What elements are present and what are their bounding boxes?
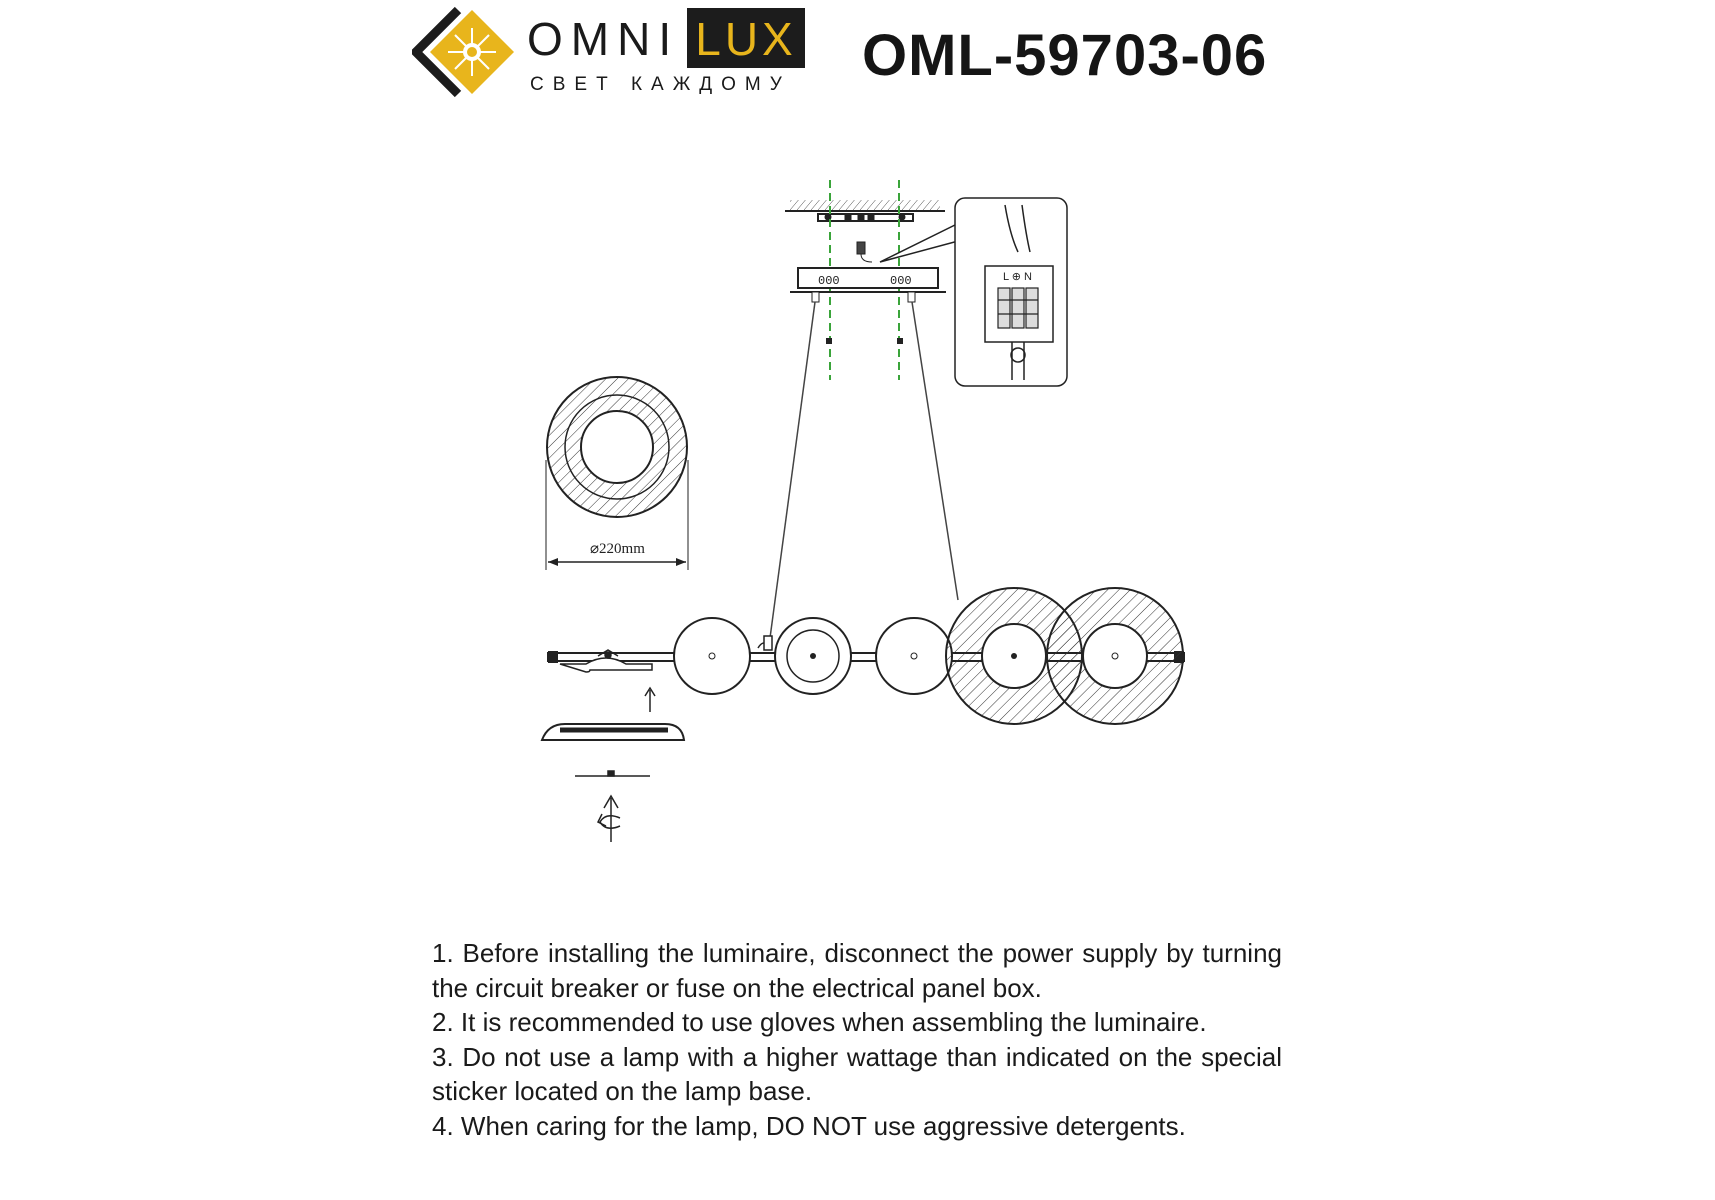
canopy-screw-label-left: 000: [818, 274, 840, 288]
suspension-cables: [770, 302, 958, 638]
terminal-label: L ⊕ N: [1003, 271, 1032, 283]
cable-clip-left: [826, 338, 832, 344]
canopy-screw-label-right: 000: [890, 274, 912, 288]
wire-connector: [857, 242, 872, 262]
diameter-label: ⌀220mm: [590, 541, 645, 557]
instruction-item: 4. When caring for the lamp, DO NOT use aggressive detergents.: [432, 1110, 1186, 1141]
disk-cover: [542, 724, 684, 740]
terminal-block-callout: [955, 198, 1067, 386]
cable-clip-right: [897, 338, 903, 344]
canopy: [790, 268, 946, 302]
screw-part: [575, 771, 650, 776]
callout-pointer: [880, 225, 962, 262]
brand-omni: OMNI: [527, 13, 680, 65]
ceiling: [785, 200, 945, 211]
model-number: OML-59703-06: [862, 23, 1268, 88]
brand-lux: LUX: [695, 13, 797, 65]
rotate-arrow-icon: [598, 796, 620, 842]
bar-disks: [674, 588, 1183, 724]
safety-instructions: [432, 936, 1282, 1143]
instruction-item: 1. Before installing the luminaire, disconnect the power supply by turning the circuit breaker or fuse on the electrical panel box.: [432, 938, 1282, 1003]
instruction-item: 2. It is recommended to use gloves when assembling the luminaire.: [432, 1007, 1207, 1037]
assembly-arrow-up-icon: [645, 688, 655, 712]
instruction-item: 3. Do not use a lamp with a higher wattage than indicated on the special sticker located on the lamp base.: [432, 1041, 1282, 1106]
brand-tagline: СВЕТ КАЖДОМУ: [530, 74, 791, 95]
